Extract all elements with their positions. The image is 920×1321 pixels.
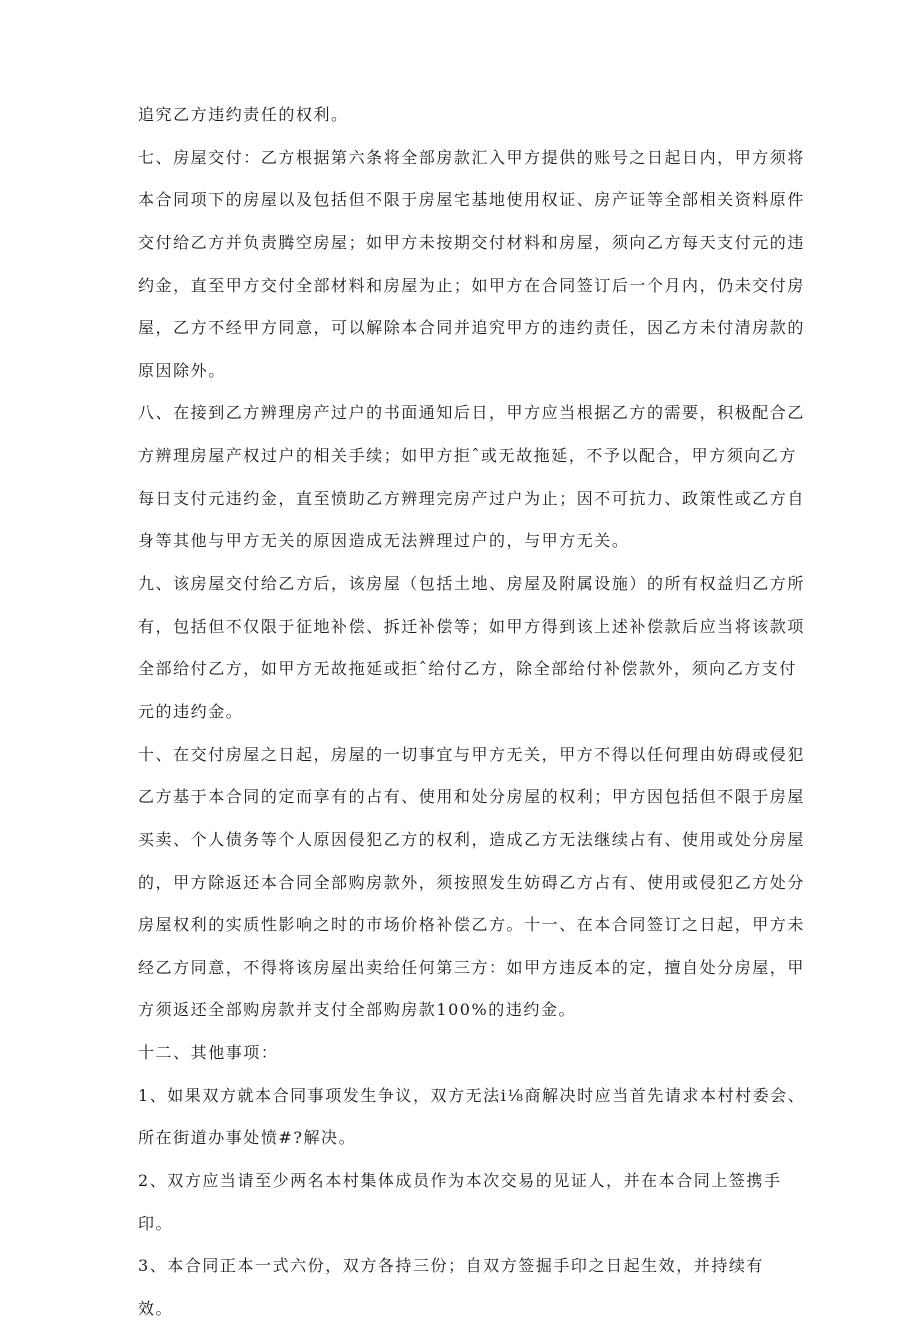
text-line: 十、在交付房屋之日起，房屋的一切事宜与甲方无关，甲方不得以任何理由妨碍或侵犯 [138,745,805,764]
text-line: 乙方基于本合同的定而享有的占有、使用和处分房屋的权利；甲方因包括但不限于房屋 [138,787,805,806]
text-line: 房屋权利的实质性影响之时的市场价格补偿乙方。十一、在本合同签订之日起，甲方未 [138,915,805,934]
text-line: 3、本合同正本一式六份，双方各持三份；自双方签掘手印之日起生效，并持续有 [138,1256,764,1275]
text-line: 2、双方应当请至少两名本村集体成员作为本次交易的见证人，并在本合同上签携手 [138,1171,782,1190]
text-line: 印。 [138,1214,174,1233]
text-line: 效。 [138,1299,174,1318]
text-line: 十二、其他事项： [138,1043,279,1062]
text-line: 八、在接到乙方辨理房产过户的书面通知后日，甲方应当根据乙方的需要，积极配合乙 [138,403,805,422]
text-line: 方须返还全部购房款并支付全部购房款100%的违约金。 [138,1000,577,1019]
text-line: 所在街道办事处愤#?解决。 [138,1128,357,1147]
text-line: 经乙方同意，不得将该房屋出卖给任何第三方：如甲方违反本的定，擅自处分房屋，甲 [138,958,805,977]
text-line: 七、房屋交付：乙方根据第六条将全部房款汇入甲方提供的账号之日起日内，甲方须将 [138,148,805,167]
text-line: 身等其他与甲方无关的原因造成无法辨理过户的，与甲方无关。 [138,531,630,550]
text-line: 买卖、个人债务等个人原因侵犯乙方的权利，造成乙方无法继续占有、使用或处分房屋 [138,830,805,849]
text-line: 原因除外。 [138,361,226,380]
text-line: 有，包括但不仅限于征地补偿、拆迁补偿等；如甲方得到该上述补偿款后应当将该款项 [138,617,805,636]
text-line: 元的违约金。 [138,702,244,721]
text-line: 约金，直至甲方交付全部材料和房屋为止；如甲方在合同签订后一个月内，仍未交付房 [138,276,805,295]
text-line: 每日支付元违约金，直至愤助乙方辨理完房产过户为止；因不可抗力、政策性或乙方自 [138,489,805,508]
text-line: 屋，乙方不经甲方同意，可以解除本合同并追究甲方的违约责任，因乙方未付清房款的 [138,318,805,337]
text-line: 追究乙方违约责任的权利。 [138,105,349,124]
text-line: 方辨理房屋产权过户的相关手续；如甲方拒ˆ或无故拖延，不予以配合，甲方须向乙方 [138,446,797,465]
text-line: 九、该房屋交付给乙方后，该房屋（包括土地、房屋及附属设施）的所有权益归乙方所 [138,574,805,593]
text-line: 本合同项下的房屋以及包括但不限于房屋宅基地使用权证、房产证等全部相关资料原件 [138,190,805,209]
text-line: 的，甲方除返还本合同全部购房款外，须按照发生妨碍乙方占有、使用或侵犯乙方处分 [138,873,805,892]
text-line: 交付给乙方并负责腾空房屋；如甲方未按期交付材料和房屋，须向乙方每天支付元的违 [138,233,805,252]
text-line: 全部给付乙方，如甲方无故拖延或拒ˆ给付乙方，除全部给付补偿款外，须向乙方支付 [138,659,797,678]
text-line: 1、如果双方就本合同事项发生争议，双方无法i⅛商解决时应当首先请求本村村委会、 [138,1086,806,1105]
